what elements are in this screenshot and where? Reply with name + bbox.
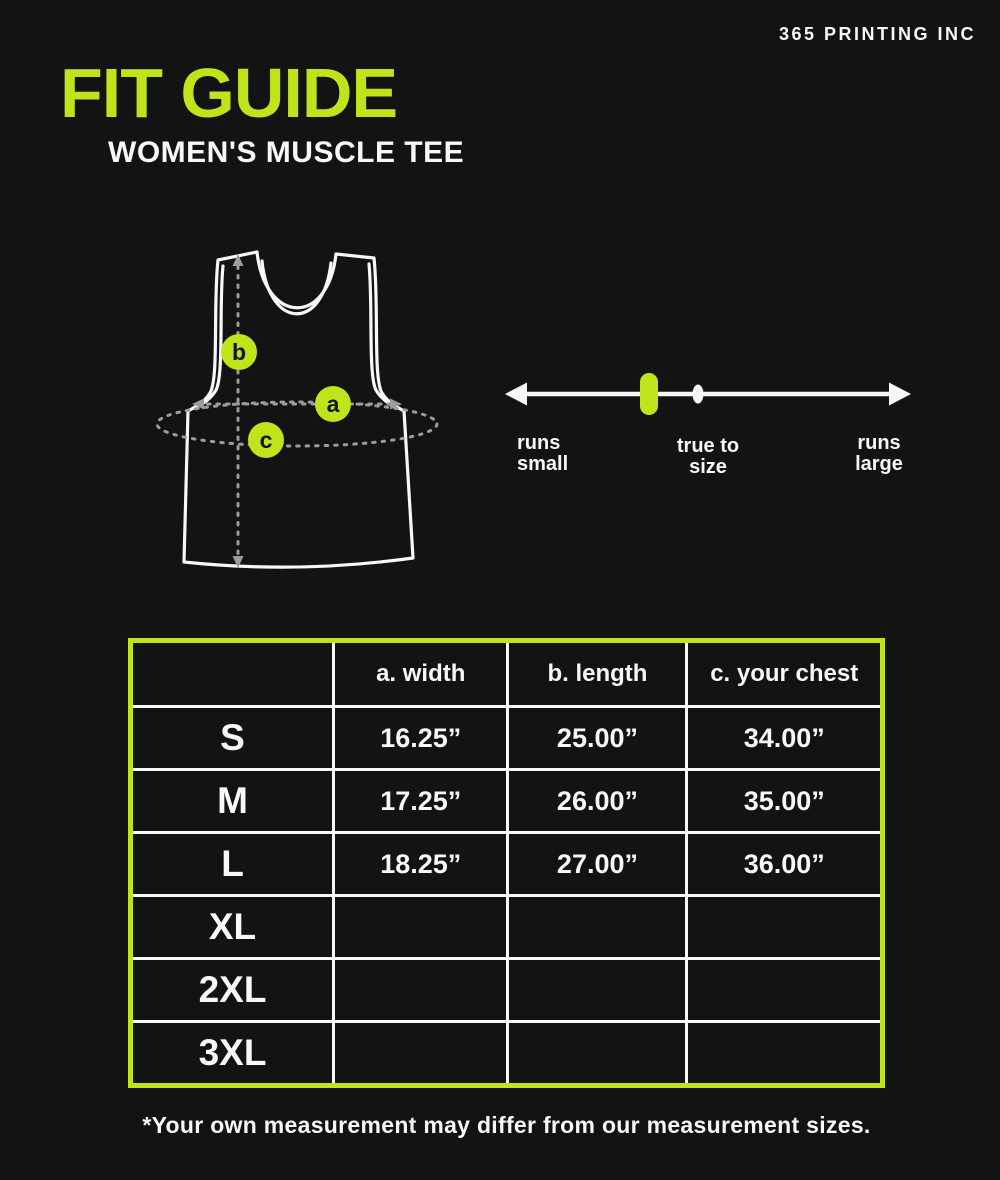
width-value: 16.25”	[334, 707, 508, 770]
table-row-l	[131, 833, 883, 896]
true-to-size-line2: size	[689, 456, 727, 478]
table-row-3xl	[131, 1022, 883, 1086]
marker-a-icon	[315, 386, 351, 422]
header-width: a. width	[334, 641, 508, 707]
size-table	[128, 638, 885, 1088]
size-label: S	[131, 707, 334, 770]
runs-small-line1: runs	[517, 432, 561, 454]
marker-c-letter: c	[259, 427, 273, 453]
scale-right-arrow-icon	[889, 383, 911, 406]
size-label: 3XL	[131, 1022, 334, 1086]
width-value	[334, 959, 508, 1022]
measurement-disclaimer: *Your own measurement may differ from our measurement sizes.	[142, 1112, 871, 1138]
page-title: FIT GUIDE	[60, 54, 398, 132]
fit-indicator-knob	[640, 373, 658, 415]
size-label: L	[131, 833, 334, 896]
length-value	[508, 959, 687, 1022]
true-to-size-line1: true to	[676, 435, 740, 457]
runs-large-line1: runs	[857, 432, 901, 454]
chest-value	[687, 959, 883, 1022]
chest-guide-ellipse	[157, 402, 437, 446]
scale-label-runs-small	[517, 433, 568, 475]
scale-label-true-to-size	[677, 436, 739, 478]
header-length: b. length	[508, 641, 687, 707]
table-row-s	[131, 707, 883, 770]
header-chest: c. your chest	[687, 641, 883, 707]
length-value: 27.00”	[508, 833, 687, 896]
header-size	[131, 641, 334, 707]
width-value	[334, 1022, 508, 1086]
size-label: M	[131, 770, 334, 833]
size-label: 2XL	[131, 959, 334, 1022]
marker-c-icon	[248, 422, 284, 458]
brand-name: 365 PRINTING INC	[778, 24, 976, 44]
chest-value	[687, 1022, 883, 1086]
size-label: XL	[131, 896, 334, 959]
length-value	[508, 896, 687, 959]
size-table-header-row	[131, 641, 883, 707]
table-row-2xl	[131, 959, 883, 1022]
marker-b-icon	[221, 334, 257, 370]
width-value: 17.25”	[334, 770, 508, 833]
measurement-guides	[157, 266, 437, 558]
table-row-m	[131, 770, 883, 833]
true-to-size-tick	[693, 385, 704, 404]
scale-left-arrow-icon	[505, 383, 527, 406]
muscle-tee-diagram	[150, 240, 460, 580]
chest-value: 34.00”	[687, 707, 883, 770]
table-row-xl	[131, 896, 883, 959]
fit-scale	[503, 368, 913, 420]
chest-value: 36.00”	[687, 833, 883, 896]
marker-b-letter: b	[231, 339, 247, 365]
length-value: 26.00”	[508, 770, 687, 833]
scale-label-runs-large	[855, 433, 903, 475]
marker-a-letter: a	[326, 391, 340, 417]
runs-large-line2: large	[855, 453, 903, 475]
width-value	[334, 896, 508, 959]
length-value: 25.00”	[508, 707, 687, 770]
runs-small-line2: small	[517, 453, 569, 475]
chest-value: 35.00”	[687, 770, 883, 833]
width-value: 18.25”	[334, 833, 508, 896]
length-value	[508, 1022, 687, 1086]
chest-value	[687, 896, 883, 959]
page-subtitle: WOMEN'S MUSCLE TEE	[108, 136, 465, 169]
tee-outline-icon	[184, 252, 413, 567]
